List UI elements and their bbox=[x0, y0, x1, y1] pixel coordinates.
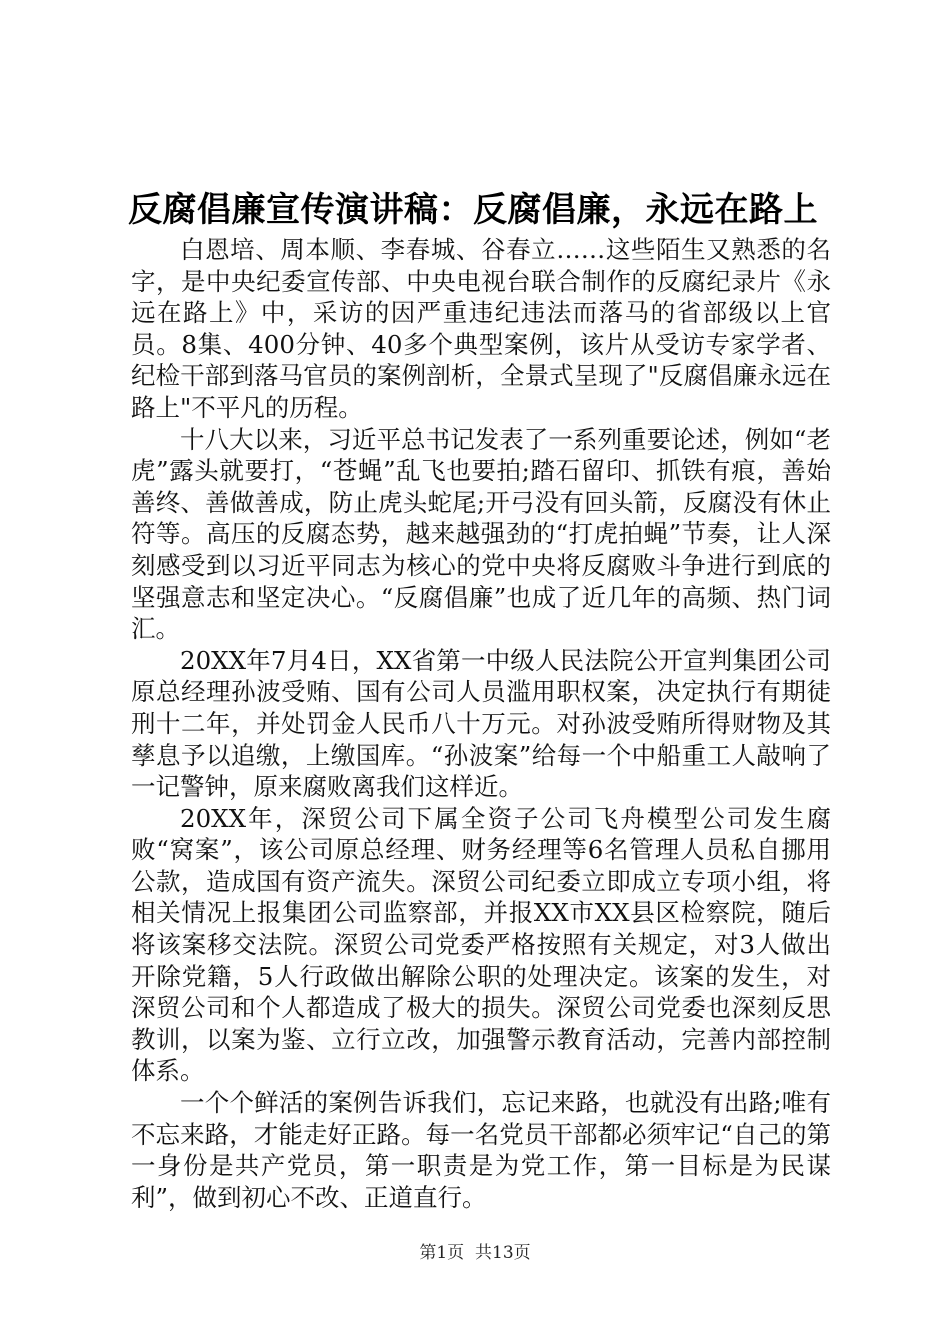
paragraph-5: 一个个鲜活的案例告诉我们，忘记来路，也就没有出路;唯有不忘来路，才能走好正路。每一名党员干部都必须牢记“自己的第一身份是共产党员，第一职责是为党工作，第一目标是为民谋利”，做到初心不改、正道直行。 bbox=[131, 1088, 831, 1212]
paragraph-2: 十八大以来，习近平总书记发表了一系列重要论述，例如“老虎”露头就要打，“苍蝇”乱飞也要拍;踏石留印、抓铁有痕，善始善终、善做善成，防止虎头蛇尾;开弓没有回头箭，反腐没有休止符等。高压的反腐态势，越来越强劲的“打虎拍蝇”节奏，让人深刻感受到以习近平同志为核心的党中央将反腐败斗争进行到底的坚强意志和坚定决心。“反腐倡廉”也成了近几年的高频、热门词汇。 bbox=[131, 424, 831, 644]
document-title: 反腐倡廉宣传演讲稿：反腐倡廉，永远在路上 bbox=[128, 190, 818, 230]
paragraph-4: 20XX年，深贸公司下属全资子公司飞舟模型公司发生腐败“窝案”，该公司原总经理、财务经理等6名管理人员私自挪用公款，造成国有资产流失。深贸公司纪委立即成立专项小组，将相关情况上报集团公司监察部，并报XX市XX县区检察院，随后将该案移交法院。深贸公司党委严格按照有关规定，对3人做出开除党籍，5人行政做出解除公职的处理决定。该案的发生，对深贸公司和个人都造成了极大的损失。深贸公司党委也深刻反思教训，以案为鉴、立行立改，加强警示教育活动，完善内部控制体系。 bbox=[131, 803, 831, 1086]
paragraph-1: 白恩培、周本顺、李春城、谷春立……这些陌生又熟悉的名字，是中央纪委宣传部、中央电视台联合制作的反腐纪录片《永远在路上》中，采访的因严重违纪违法而落马的省部级以上官员。8集、400分钟、40多个典型案例，该片从受访专家学者、纪检干部到落马官员的案例剖析，全景式呈现了"反腐倡廉永远在路上"不平凡的历程。 bbox=[131, 235, 831, 422]
page-total: 共13页 bbox=[475, 1243, 531, 1263]
page-footer bbox=[0, 1241, 950, 1265]
footer-separator bbox=[464, 1243, 475, 1263]
paragraph-3: 20XX年7月4日，XX省第一中级人民法院公开宣判集团公司原总经理孙波受贿、国有公司人员滥用职权案，决定执行有期徒刑十二年，并处罚金人民币八十万元。对孙波受贿所得财物及其孳息予以追缴，上缴国库。“孙波案”给每一个中船重工人敲响了一记警钟，原来腐败离我们这样近。 bbox=[131, 645, 831, 802]
page-number: 第1页 bbox=[419, 1243, 465, 1263]
document-body bbox=[131, 234, 831, 1213]
